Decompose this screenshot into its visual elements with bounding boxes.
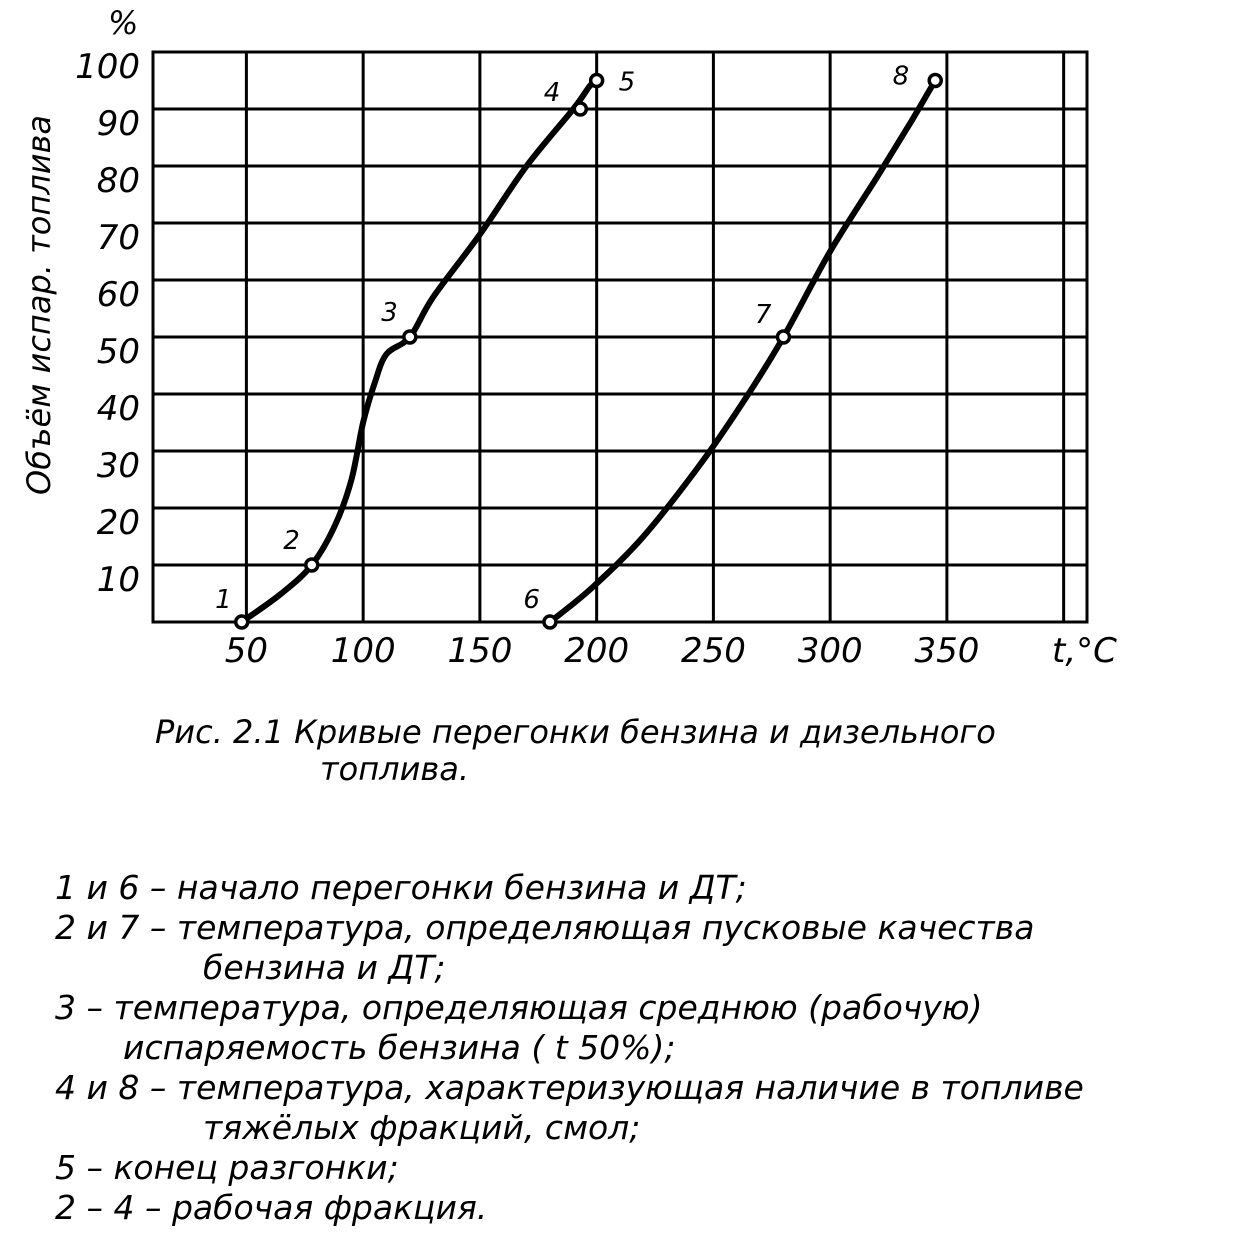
y-unit-label: % — [108, 4, 139, 42]
legend-item — [55, 868, 1235, 908]
figure-caption-line2: топлива. — [320, 750, 470, 788]
y-tick-label: 70 — [96, 218, 140, 258]
x-tick-label: 150 — [447, 631, 513, 671]
x-tick-label: 250 — [680, 631, 746, 671]
y-tick-label: 40 — [96, 389, 140, 429]
x-axis-label: t,°C — [1052, 631, 1117, 671]
legend-item — [55, 908, 1235, 988]
point-label-5: 5 — [618, 67, 636, 98]
x-tick-label: 300 — [797, 631, 863, 671]
legend-item-text: 3 – температура, определяющая среднюю (рабочую) — [55, 988, 983, 1027]
legend-list — [55, 868, 1235, 1228]
point-marker-5 — [591, 75, 603, 87]
point-label-6: 6 — [523, 585, 540, 615]
legend-item-text: 1 и 6 – начало перегонки бензина и ДТ; — [55, 868, 747, 907]
point-marker-6 — [544, 616, 556, 628]
y-tick-label: 100 — [75, 47, 140, 87]
point-label-4: 4 — [543, 78, 561, 108]
point-marker-4 — [574, 103, 586, 115]
x-tick-label: 50 — [224, 631, 269, 671]
y-tick-label: 80 — [96, 161, 140, 201]
legend-item — [55, 988, 1235, 1068]
legend-item-continuation: испаряемость бензина ( t 50%); — [123, 1028, 676, 1067]
point-marker-3 — [404, 331, 416, 343]
y-tick-label: 30 — [96, 446, 140, 486]
y-tick-label: 90 — [96, 104, 140, 144]
legend-item-text: 5 – конец разгонки; — [55, 1148, 399, 1187]
legend-item-continuation: бензина и ДТ; — [203, 948, 446, 987]
x-tick-label: 100 — [330, 631, 396, 671]
legend-item-text: 2 и 7 – температура, определяющая пусковые качества — [55, 908, 1035, 947]
point-marker-2 — [306, 559, 318, 571]
y-tick-label: 10 — [96, 560, 140, 600]
legend-item — [55, 1068, 1235, 1148]
x-tick-label: 350 — [914, 631, 980, 671]
point-label-7: 7 — [754, 300, 772, 330]
y-axis-label: Объём испар. топлива — [20, 115, 58, 495]
figure-caption-line1: Рис. 2.1 Кривые перегонки бензина и дизельного — [155, 713, 996, 751]
series-line-2 — [550, 81, 935, 623]
legend-item-continuation: тяжёлых фракций, смол; — [203, 1108, 641, 1147]
point-label-8: 8 — [892, 61, 910, 92]
point-marker-8 — [929, 75, 941, 87]
legend-item-text: 2 – 4 – рабочая фракция. — [55, 1188, 488, 1227]
legend-item — [55, 1148, 1235, 1188]
point-label-1: 1 — [215, 585, 232, 615]
point-label-3: 3 — [381, 298, 398, 328]
legend-item — [55, 1188, 1235, 1228]
y-tick-label: 50 — [96, 332, 140, 372]
ticks-layer — [75, 47, 979, 671]
legend-item-text: 4 и 8 – температура, характеризующая наличие в топливе — [55, 1068, 1084, 1107]
point-marker-1 — [236, 616, 248, 628]
point-marker-7 — [777, 331, 789, 343]
y-tick-label: 60 — [96, 275, 140, 315]
x-tick-label: 200 — [564, 631, 630, 671]
y-tick-label: 20 — [96, 503, 140, 543]
point-label-2: 2 — [283, 526, 300, 556]
